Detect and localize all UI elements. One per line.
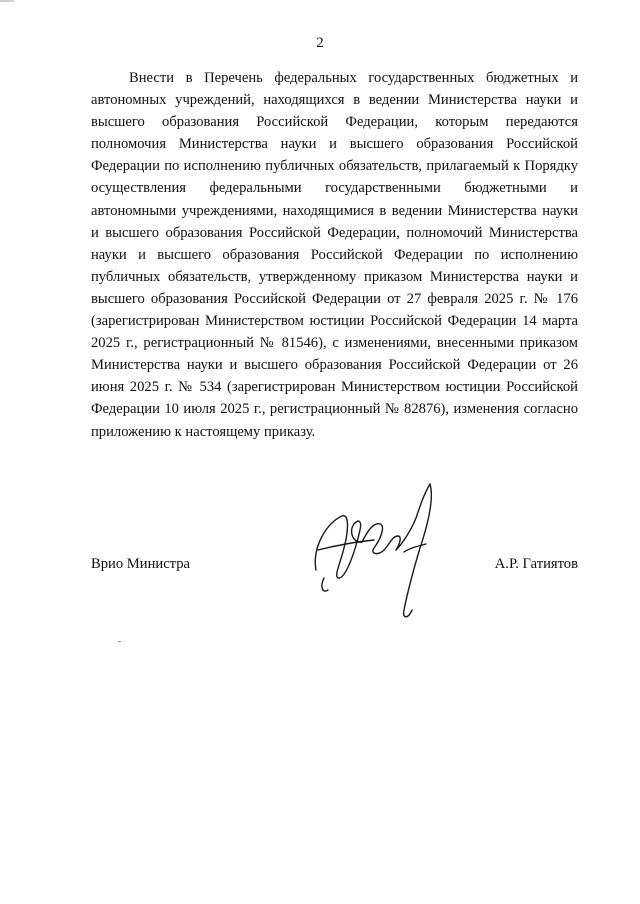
handwritten-signature — [304, 478, 454, 628]
scan-corner-mark — [0, 0, 14, 2]
scan-speck — [118, 641, 121, 642]
page-number: 2 — [316, 35, 324, 51]
order-paragraph: Внести в Перечень федеральных государственных бюджетных и автономных учреждений, находящихся в ведении Министерства науки и высшего образования Российской Федерации, которым передаются полномочия Министерства науки и высшего образования Российской Федерации по исполнению публичных обязательств, прилагаемый к Порядку осуществления федеральными государственными бюджетными и автономными учреждениями, находящимися в ведении Министерства науки и высшего образования Российской Федерации, полномочий Министерства науки и высшего образования Российской Федерации по исполнению публичных обязательств, утвержденному приказом Министерства науки и высшего образования Российской Федерации от 27 февраля 2025 г. № 176 (зарегистрирован Министерством юстиции Российской Федерации 14 марта 2025 г., регистрационный № 81546), с изменениями, внесенными приказом Министерства науки и высшего образования Российской Федерации от 26 июня 2025 г. № 534 (зарегистрирован Министерством юстиции Российской Федерации 10 июля 2025 г., регистрационный № 82876), изменения согласно приложению к настоящему приказу. — [91, 70, 578, 440]
signatory-title: Врио Министра — [91, 556, 190, 572]
signatory-name: А.Р. Гатиятов — [494, 556, 578, 572]
